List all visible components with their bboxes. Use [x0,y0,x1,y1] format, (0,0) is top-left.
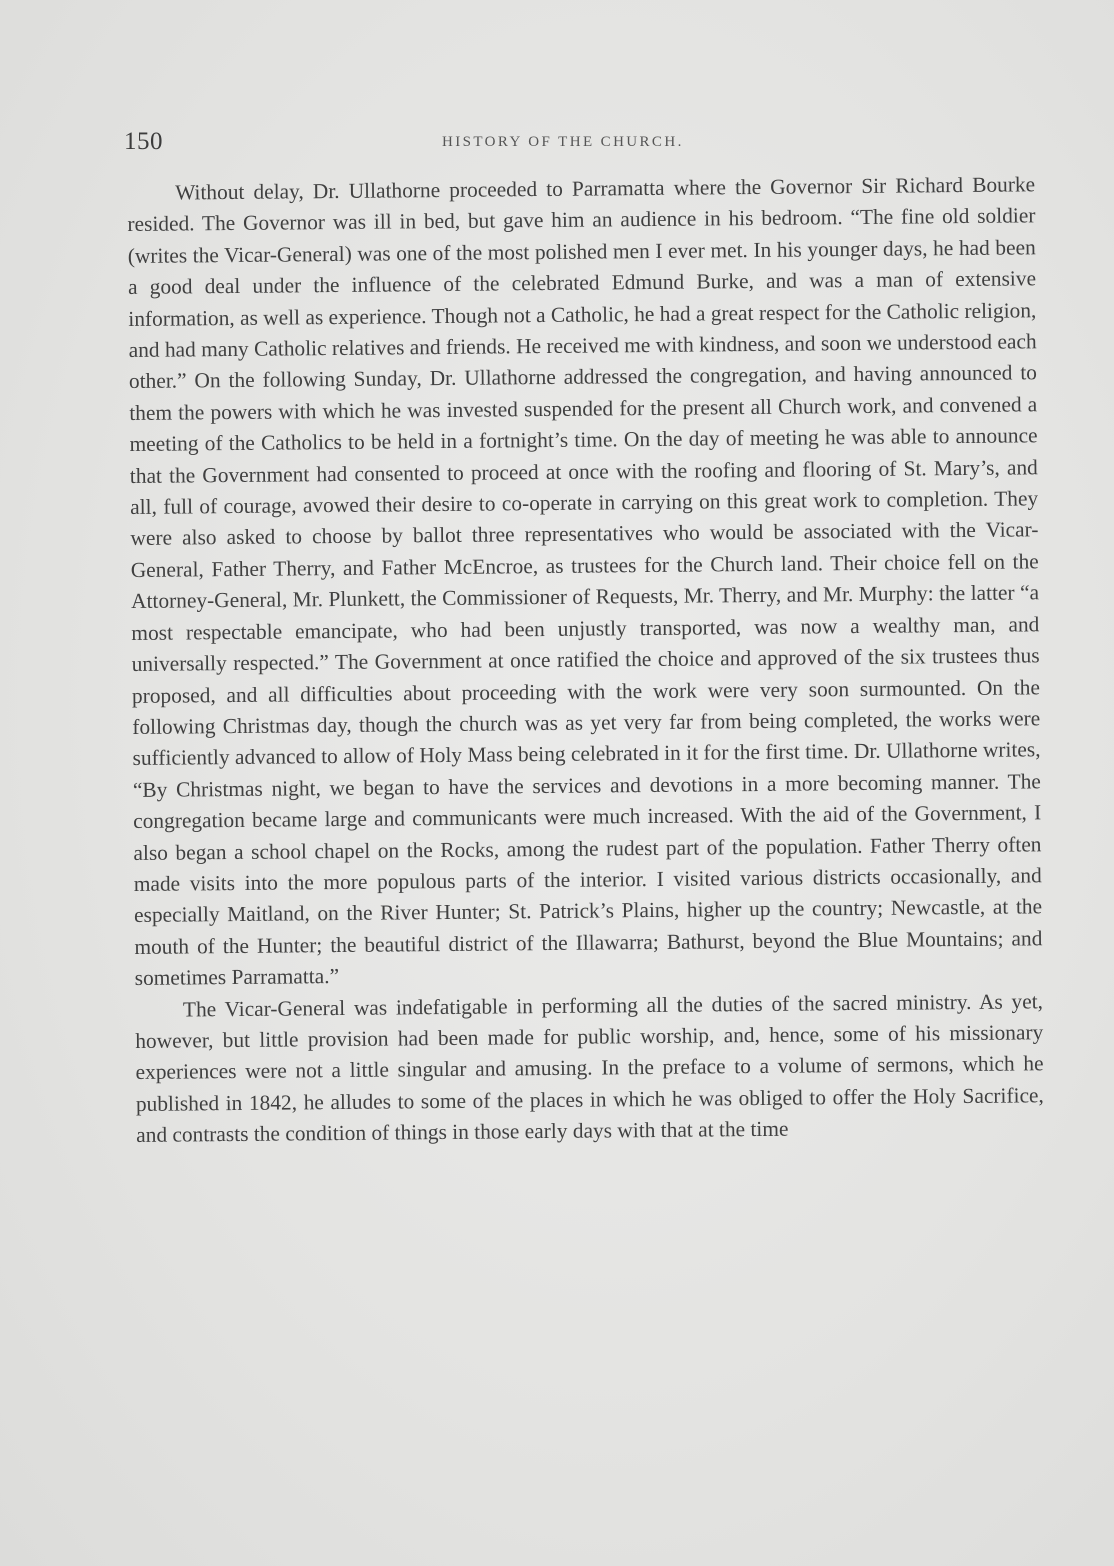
page-number: 150 [124,128,163,155]
paragraph-1: Without delay, Dr. Ullathorne proceeded to Parramatta where the Governor Sir Richard Bourke resided. The Governor was ill in bed, but gave him an audience in his bedroom. “The fine old soldier (writes the Vicar-General) was one of the most polished men I ever met. In his younger days, he had been a good deal under the influence of the celebrated Edmund Burke, and was a man of extensive information, as well as experience. Though not a Catholic, he had a great respect for the Catholic religion, and had many Catholic relatives and friends. He received me with kindness, and soon we understood each other.” On the following Sunday, Dr. Ullathorne addressed the congregation, and having announced to them the powers with which he was invested suspended for the present all Church work, and convened a meeting of the Catholics to be held in a fortnight’s time. On the day of meeting he was able to announce that the Government had consented to proceed at once with the roofing and flooring of St. Mary’s, and all, full of courage, avowed their desire to co-operate in carrying on this great work to completion. They were also asked to choose by ballot three representatives who would be associated with the Vicar-General, Father Therry, and Father McEncroe, as trustees for the Church land. Their choice fell on the Attorney-General, Mr. Plunkett, the Commissioner of Requests, Mr. Therry, and Mr. Murphy: the latter “a most respectable emancipate, who had been unjustly transported, was now a wealthy man, and universally respected.” The Government at once ratified the choice and approved of the six trustees thus proposed, and all difficulties about proceeding with the work were very soon surmounted. On the following Christmas day, though the church was as yet very far from being completed, the works were sufficiently advanced to allow of Holy Mass being celebrated in it for the first time. Dr. Ullathorne writes, “By Christmas night, we began to have the services and devotions in a more becoming manner. The congregation became large and communicants were much increased. With the aid of the Government, I also began a school chapel on the Rocks, among the rudest part of the population. Father Therry often made visits into the more populous parts of the interior. I visited various districts occasionally, and especially Maitland, on the River Hunter; St. Patrick’s Plains, higher up the country; Newcastle, at the mouth of the Hunter; the beautiful district of the Illawarra; Bathurst, beyond the Blue Mountains; and sometimes Parramatta.” [127,172,1043,991]
page-header [124,128,1034,162]
body-text [127,169,1044,1151]
paragraph-2: The Vicar-General was indefatigable in performing all the duties of the sacred ministry. As yet, however, but little provision had been made for public worship, and, hence, some of his missionary experiences were not a little singular and amusing. In the preface to a volume of sermons, which he published in 1842, he alludes to some of the places in which he was obliged to offer the Holy Sacrifice, and contrasts the condition of things in those early days with that at the time [135,988,1044,1148]
running-head: HISTORY OF THE CHURCH. [442,134,684,150]
